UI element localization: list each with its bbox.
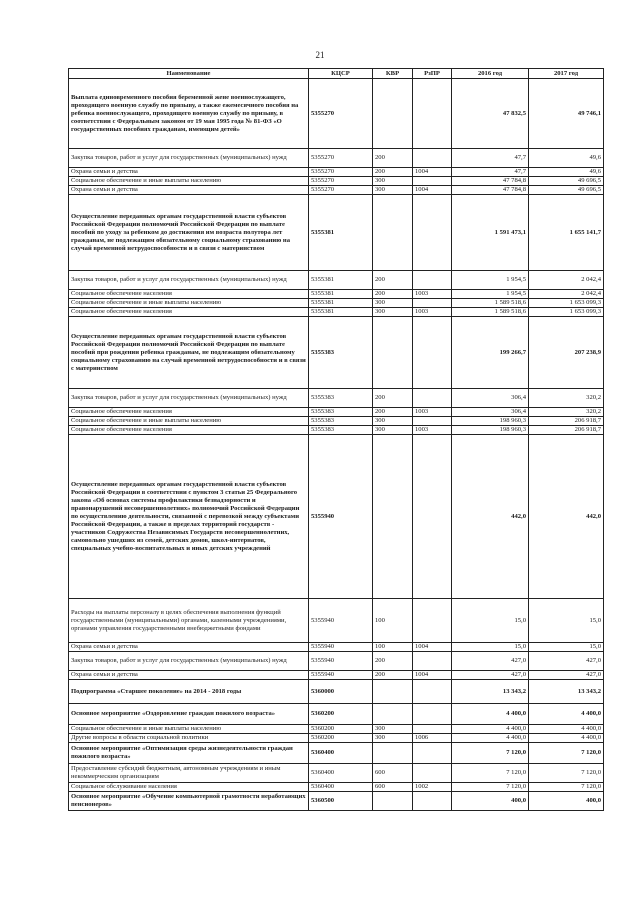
- row-name: Социальное обеспечение и иные выплаты населению: [69, 299, 309, 308]
- row-kvr: 300: [373, 734, 413, 743]
- row-value-2016: 13 343,2: [452, 680, 529, 704]
- row-rzpr: [413, 389, 452, 408]
- row-name: Основное мероприятие «Оптимизация среды жизнедеятельности граждан пожилого возраста»: [69, 743, 309, 764]
- table-row: [69, 599, 604, 643]
- row-name: Выплата единовременного пособия беременной жене военнослужащего, проходящего военную службу по призыву, а также ежемесячного пособия на ребенка военнослужащего, проходящего военную службу по призыву, в соответствии с Федеральным законом от 19 мая 1995 года № 81-ФЗ «О государственных пособиях гражданам, имеющим детей»: [69, 79, 309, 149]
- row-name: Расходы на выплаты персоналу в целях обеспечения выполнения функций государственными (муниципальными) органами, казенными учреждениями, органами управления государственными внебюджетными фондами: [69, 599, 309, 643]
- row-value-2016: 4 400,0: [452, 725, 529, 734]
- row-kvr: [373, 435, 413, 599]
- row-value-2016: 442,0: [452, 435, 529, 599]
- row-value-2017: 49,6: [529, 149, 604, 168]
- row-kvr: 200: [373, 271, 413, 290]
- row-rzpr: [413, 743, 452, 764]
- row-kcsr: 5355383: [309, 426, 373, 435]
- row-rzpr: [413, 704, 452, 725]
- row-rzpr: [413, 680, 452, 704]
- table-row: [69, 671, 604, 680]
- row-name: Социальное обеспечение и иные выплаты населению: [69, 177, 309, 186]
- row-rzpr: 1003: [413, 290, 452, 299]
- row-name: Социальное обеспечение населения: [69, 426, 309, 435]
- row-value-2016: 1 589 518,6: [452, 308, 529, 317]
- row-value-2017: 15,0: [529, 599, 604, 643]
- table-row: [69, 408, 604, 417]
- row-value-2017: 4 400,0: [529, 734, 604, 743]
- row-value-2017: 1 653 099,3: [529, 299, 604, 308]
- row-kcsr: 5355270: [309, 186, 373, 195]
- row-kvr: 300: [373, 417, 413, 426]
- row-value-2016: 15,0: [452, 599, 529, 643]
- table-row: [69, 652, 604, 671]
- row-value-2017: 400,0: [529, 792, 604, 811]
- row-value-2016: 7 120,0: [452, 783, 529, 792]
- row-rzpr: [413, 652, 452, 671]
- row-kcsr: 5360200: [309, 704, 373, 725]
- row-kvr: 200: [373, 389, 413, 408]
- row-kcsr: 5360500: [309, 792, 373, 811]
- row-kvr: 300: [373, 308, 413, 317]
- row-value-2016: 1 589 518,6: [452, 299, 529, 308]
- row-kcsr: 5355383: [309, 389, 373, 408]
- row-value-2017: 49 696,5: [529, 186, 604, 195]
- table-row: [69, 308, 604, 317]
- row-value-2016: 15,0: [452, 643, 529, 652]
- row-name: Закупка товаров, работ и услуг для государственных (муниципальных) нужд: [69, 271, 309, 290]
- row-value-2016: 7 120,0: [452, 743, 529, 764]
- row-value-2017: 206 918,7: [529, 426, 604, 435]
- row-name: Социальное обеспечение населения: [69, 290, 309, 299]
- header-name: Наименование: [69, 69, 309, 79]
- header-year-2017: 2017 год: [529, 69, 604, 79]
- row-kvr: 200: [373, 168, 413, 177]
- row-kcsr: 5360200: [309, 734, 373, 743]
- table-row: [69, 734, 604, 743]
- row-kcsr: 5355383: [309, 408, 373, 417]
- row-name: Социальное обеспечение населения: [69, 408, 309, 417]
- row-name: Предоставление субсидий бюджетным, автономным учреждениям и иным некоммерческим организациям: [69, 764, 309, 783]
- row-value-2017: 4 400,0: [529, 704, 604, 725]
- table-row: [69, 704, 604, 725]
- row-value-2017: 427,0: [529, 671, 604, 680]
- row-rzpr: [413, 177, 452, 186]
- row-value-2016: 199 266,7: [452, 317, 529, 389]
- row-kcsr: 5355381: [309, 299, 373, 308]
- row-kvr: 300: [373, 426, 413, 435]
- row-rzpr: [413, 792, 452, 811]
- table-row: [69, 783, 604, 792]
- table-body: [69, 79, 604, 811]
- row-value-2017: 1 655 141,7: [529, 195, 604, 271]
- row-value-2017: 7 120,0: [529, 743, 604, 764]
- row-kvr: [373, 195, 413, 271]
- row-kcsr: 5355940: [309, 671, 373, 680]
- row-kvr: 300: [373, 725, 413, 734]
- table-row: [69, 168, 604, 177]
- table-row: [69, 426, 604, 435]
- table-row: [69, 389, 604, 408]
- row-kvr: [373, 743, 413, 764]
- row-rzpr: [413, 764, 452, 783]
- row-value-2017: 2 042,4: [529, 271, 604, 290]
- row-rzpr: 1004: [413, 168, 452, 177]
- table-row: [69, 792, 604, 811]
- row-kcsr: 5355940: [309, 435, 373, 599]
- row-rzpr: 1003: [413, 426, 452, 435]
- row-value-2016: 47 784,8: [452, 177, 529, 186]
- row-name: Основное мероприятие «Оздоровление граждан пожилого возраста»: [69, 704, 309, 725]
- table-row: [69, 743, 604, 764]
- table-row: [69, 435, 604, 599]
- row-kcsr: 5355383: [309, 317, 373, 389]
- page-number: 21: [315, 50, 325, 60]
- row-name: Осуществление переданных органам государственной власти субъектов Российской Федерации полномочий Российской Федерации по выплате пособий по уходу за ребенком до достижения им возраста полутора лет гражданам, не подлежащим обязательному социальному страхованию на случай временной нетрудоспособности и в связи с материнством: [69, 195, 309, 271]
- header-kvr: КВР: [373, 69, 413, 79]
- row-value-2017: 49 746,1: [529, 79, 604, 149]
- row-kvr: 300: [373, 299, 413, 308]
- row-value-2017: 206 918,7: [529, 417, 604, 426]
- row-name: Охрана семьи и детства: [69, 168, 309, 177]
- row-value-2017: 442,0: [529, 435, 604, 599]
- row-kcsr: 5360400: [309, 743, 373, 764]
- row-value-2016: 47 832,5: [452, 79, 529, 149]
- table-row: [69, 764, 604, 783]
- row-name: Другие вопросы в области социальной политики: [69, 734, 309, 743]
- row-value-2016: 427,0: [452, 652, 529, 671]
- row-rzpr: 1003: [413, 308, 452, 317]
- row-kcsr: 5355270: [309, 168, 373, 177]
- row-value-2016: 198 960,3: [452, 426, 529, 435]
- table-row: [69, 186, 604, 195]
- row-value-2017: 320,2: [529, 389, 604, 408]
- row-value-2016: 400,0: [452, 792, 529, 811]
- row-rzpr: [413, 317, 452, 389]
- row-kcsr: 5360000: [309, 680, 373, 704]
- header-rzpr: РзПР: [413, 69, 452, 79]
- row-rzpr: [413, 79, 452, 149]
- row-rzpr: [413, 417, 452, 426]
- table-row: [69, 643, 604, 652]
- row-kcsr: 5360200: [309, 725, 373, 734]
- row-kvr: 200: [373, 408, 413, 417]
- table-row: [69, 725, 604, 734]
- row-kvr: [373, 79, 413, 149]
- row-name: Социальное обеспечение и иные выплаты населению: [69, 417, 309, 426]
- row-rzpr: 1004: [413, 186, 452, 195]
- row-value-2017: 4 400,0: [529, 725, 604, 734]
- row-kcsr: 5355270: [309, 79, 373, 149]
- table-header-row: [69, 69, 604, 79]
- row-value-2016: 306,4: [452, 389, 529, 408]
- header-year-2016: 2016 год: [452, 69, 529, 79]
- row-kcsr: 5355940: [309, 599, 373, 643]
- row-value-2017: 13 343,2: [529, 680, 604, 704]
- table-row: [69, 290, 604, 299]
- row-kvr: 200: [373, 290, 413, 299]
- row-name: Осуществление переданных органам государственной власти субъектов Российской Федерации в соответствии с пунктом 3 статьи 25 Федерального закона «Об основах системы профилактики безнадзорности и правонарушений несовершеннолетних» полномочий Российской Федерации по осуществлению деятельности, связанной с перевозкой между субъектами Российской Федерации, а также в пределах территорий государств - участников Содружества Независимых Государств несовершеннолетних, самовольно ушедших из семей, детских домов, школ-интернатов, специальных учебно-воспитательных и иных детских учреждений: [69, 435, 309, 599]
- row-value-2016: 306,4: [452, 408, 529, 417]
- row-name: Социальное обеспечение и иные выплаты населению: [69, 725, 309, 734]
- row-kcsr: 5355270: [309, 149, 373, 168]
- row-kcsr: 5355381: [309, 271, 373, 290]
- row-rzpr: [413, 599, 452, 643]
- row-kcsr: 5355381: [309, 290, 373, 299]
- row-kvr: 200: [373, 652, 413, 671]
- budget-table: [68, 68, 604, 811]
- table-row: [69, 417, 604, 426]
- row-rzpr: [413, 271, 452, 290]
- row-rzpr: [413, 725, 452, 734]
- row-rzpr: [413, 195, 452, 271]
- row-kvr: 300: [373, 186, 413, 195]
- row-kvr: 600: [373, 783, 413, 792]
- table-row: [69, 149, 604, 168]
- table-row: [69, 271, 604, 290]
- row-value-2016: 47,7: [452, 168, 529, 177]
- row-value-2017: 49,6: [529, 168, 604, 177]
- row-kcsr: 5355381: [309, 195, 373, 271]
- row-kcsr: 5355940: [309, 652, 373, 671]
- row-value-2016: 427,0: [452, 671, 529, 680]
- table-row: [69, 299, 604, 308]
- row-name: Осуществление переданных органам государственной власти субъектов Российской Федерации полномочий Российской Федерации по выплате пособий при рождении ребенка гражданам, не подлежащим обязательному социальному страхованию на случай временной нетрудоспособности и в связи с материнством: [69, 317, 309, 389]
- row-name: Закупка товаров, работ и услуг для государственных (муниципальных) нужд: [69, 389, 309, 408]
- row-rzpr: [413, 149, 452, 168]
- row-name: Социальное обеспечение населения: [69, 308, 309, 317]
- row-value-2016: 4 400,0: [452, 704, 529, 725]
- row-value-2016: 7 120,0: [452, 764, 529, 783]
- row-value-2016: 47 784,8: [452, 186, 529, 195]
- row-kvr: [373, 704, 413, 725]
- row-kcsr: 5355381: [309, 308, 373, 317]
- row-rzpr: 1003: [413, 408, 452, 417]
- row-value-2017: 427,0: [529, 652, 604, 671]
- table-row: [69, 177, 604, 186]
- row-value-2016: 1 591 473,1: [452, 195, 529, 271]
- row-kcsr: 5355270: [309, 177, 373, 186]
- row-kvr: 200: [373, 671, 413, 680]
- row-value-2017: 7 120,0: [529, 783, 604, 792]
- row-rzpr: [413, 299, 452, 308]
- row-rzpr: [413, 435, 452, 599]
- row-value-2017: 7 120,0: [529, 764, 604, 783]
- row-rzpr: 1006: [413, 734, 452, 743]
- row-name: Основное мероприятие «Обучение компьютерной грамотности неработающих пенсионеров»: [69, 792, 309, 811]
- row-kvr: 200: [373, 149, 413, 168]
- row-kcsr: 5360400: [309, 783, 373, 792]
- row-value-2017: 49 696,5: [529, 177, 604, 186]
- row-value-2016: 1 954,5: [452, 271, 529, 290]
- row-kvr: 600: [373, 764, 413, 783]
- header-kcsr: КЦСР: [309, 69, 373, 79]
- row-name: Закупка товаров, работ и услуг для государственных (муниципальных) нужд: [69, 652, 309, 671]
- row-value-2017: 1 653 099,3: [529, 308, 604, 317]
- row-value-2016: 198 960,3: [452, 417, 529, 426]
- row-value-2017: 15,0: [529, 643, 604, 652]
- row-value-2017: 320,2: [529, 408, 604, 417]
- row-rzpr: 1004: [413, 671, 452, 680]
- row-kcsr: 5355940: [309, 643, 373, 652]
- row-kvr: 100: [373, 643, 413, 652]
- row-kcsr: 5355383: [309, 417, 373, 426]
- table-row: [69, 680, 604, 704]
- row-name: Охрана семьи и детства: [69, 186, 309, 195]
- row-name: Охрана семьи и детства: [69, 643, 309, 652]
- row-name: Социальное обслуживание населения: [69, 783, 309, 792]
- row-name: Подпрограмма «Старшее поколение» на 2014 - 2018 годы: [69, 680, 309, 704]
- row-rzpr: 1002: [413, 783, 452, 792]
- row-name: Охрана семьи и детства: [69, 671, 309, 680]
- row-kvr: [373, 680, 413, 704]
- row-kvr: [373, 317, 413, 389]
- row-kvr: [373, 792, 413, 811]
- row-value-2016: 47,7: [452, 149, 529, 168]
- table-row: [69, 79, 604, 149]
- row-kvr: 300: [373, 177, 413, 186]
- row-value-2016: 1 954,5: [452, 290, 529, 299]
- row-name: Закупка товаров, работ и услуг для государственных (муниципальных) нужд: [69, 149, 309, 168]
- table-row: [69, 195, 604, 271]
- row-value-2017: 207 238,9: [529, 317, 604, 389]
- row-kcsr: 5360400: [309, 764, 373, 783]
- row-value-2016: 4 400,0: [452, 734, 529, 743]
- row-kvr: 100: [373, 599, 413, 643]
- row-rzpr: 1004: [413, 643, 452, 652]
- row-value-2017: 2 042,4: [529, 290, 604, 299]
- table-row: [69, 317, 604, 389]
